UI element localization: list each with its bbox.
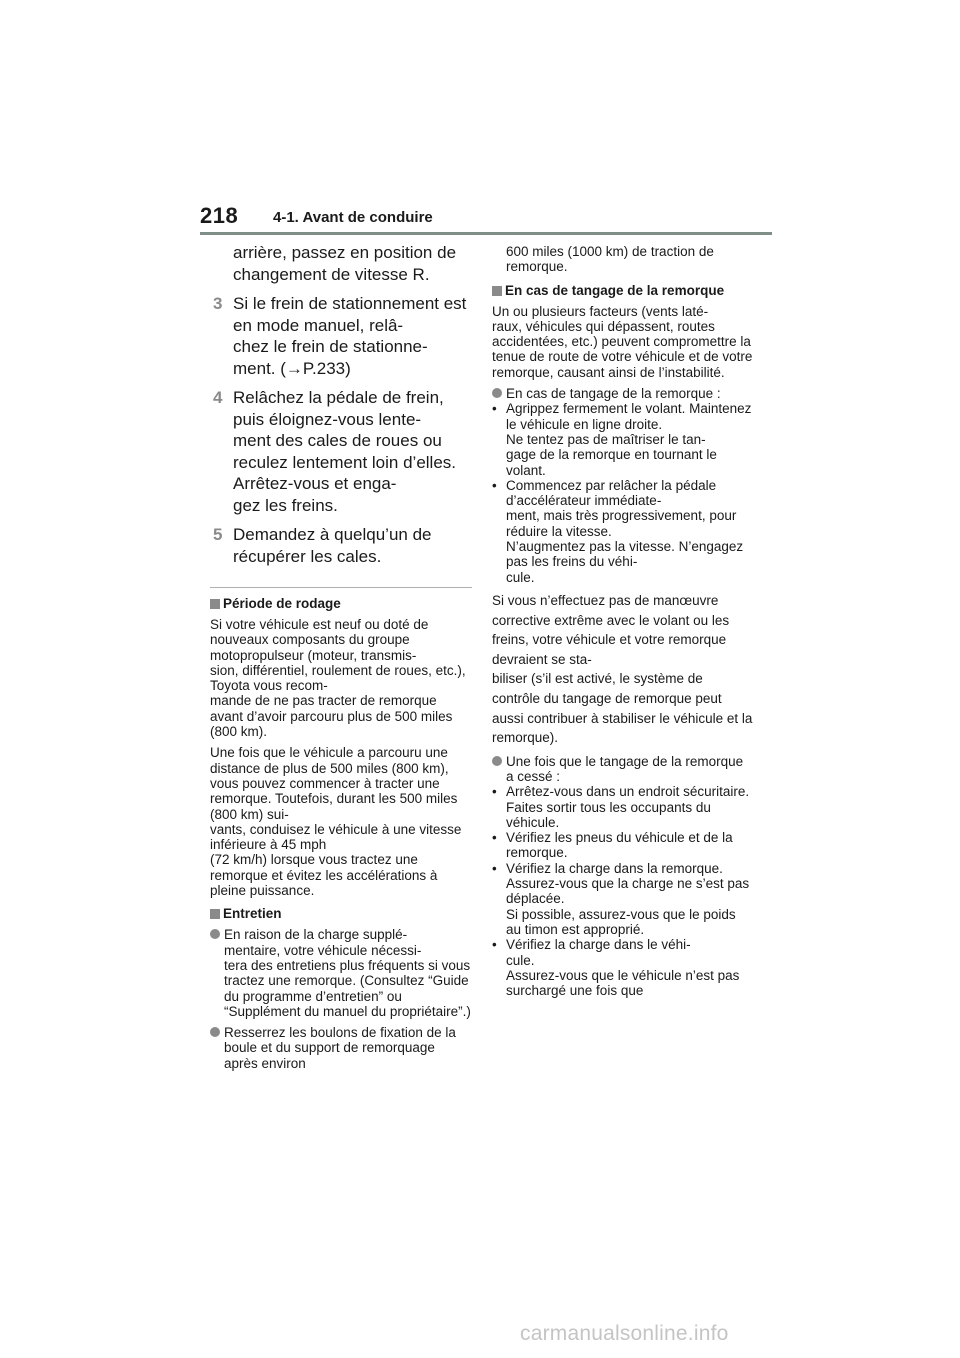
circle-bullet-icon [210, 929, 220, 939]
list-item: • Vérifiez la charge dans le véhi- cule. Assurez-vous que le véhicule n’est pas surchargé une fois que [492, 937, 740, 999]
step-3 [210, 293, 472, 379]
rodage-paragraph-1: Si votre véhicule est neuf ou doté de nouveaux composants du groupe motopropulseur (moteur, transmis- sion, différentiel, roulement de roues, etc.), Toyota vous recom- mande de ne pas tracter de remorque avant d’avoir parcouru plus de 500 miles (800 km). [210, 617, 466, 740]
square-bullet-icon [210, 599, 220, 609]
rodage-paragraph-2: Une fois que le véhicule a parcouru une distance de plus de 500 miles (800 km), vous pouvez commencer à tracter une remorque. Toutefois, durant les 500 miles (800 km) sui- vants, conduisez le véhicule à une vitesse inférieure à 45 mph (72 km/h) lorsque vous tractez une remorque et évitez les accélérations à pleine puissance. [210, 745, 462, 899]
tangage-bullet-1: En cas de tangage de la remorque : [492, 386, 754, 401]
tangage-bullet-2: Une fois que le tangage de la remorque a cessé : [492, 754, 754, 785]
watermark: carmanualsonline.info [520, 1322, 729, 1345]
entretien-bullet-1: En raison de la charge supplé- mentaire, votre véhicule nécessi- tera des entretiens plus fréquents si vous tractez une remorque. (Consultez “Guide du programme d’entretien” ou “Supplément du manuel du propriétaire”.) [210, 927, 472, 1019]
step-number: 3 [213, 294, 223, 313]
circle-bullet-icon [492, 756, 502, 766]
circle-bullet-icon [492, 388, 502, 398]
section-title: 4-1. Avant de conduire [273, 209, 433, 226]
step-text: Relâchez la pédale de frein, puis éloignez-vous lente- ment des cales de roues ou reculez lentement loin d’elles. Arrêtez-vous et enga- gez les freins. [233, 388, 457, 515]
list-item: • Vérifiez la charge dans la remorque. Assurez-vous que la charge ne s’est pas déplacée. Si possible, assurez-vous que le poids au timon est approprié. [492, 860, 750, 937]
step-number: 5 [213, 525, 223, 544]
right-column [492, 242, 754, 998]
rodage-heading: Période de rodage [210, 596, 472, 611]
tangage-paragraph: Un ou plusieurs facteurs (vents laté- raux, véhicules qui dépassent, routes accidentées, etc.) peuvent compromettre la tenue de route de votre véhicule et de votre remorque, causant ainsi de l’instabilité. [492, 303, 753, 380]
section-divider [210, 587, 472, 588]
left-column [210, 242, 472, 1071]
square-bullet-icon [210, 909, 220, 919]
corrective-paragraph: Si vous n’effectuez pas de manœuvre corrective extrême avec le volant ou les freins, votre véhicule et votre remorque devraient se sta- biliser (s’il est activé, le système de contrôle du tangage de remorque peut aussi contribuer à stabiliser le véhicule et la remorque). [492, 592, 753, 746]
entretien-bullet-2: Resserrez les boulons de fixation de la boule et du support de remorquage après environ [210, 1025, 472, 1071]
square-bullet-icon [492, 286, 502, 296]
list-item: • Commencez par relâcher la pédale d’accélérateur immédiate- ment, mais très progressivement, pour réduire la vitesse. N’augmentez pas la vitesse. N’engagez pas les freins du véhi- cule. [492, 477, 744, 585]
step-continuation: arrière, passez en position de changement de vitesse R. [233, 243, 457, 284]
tangage-heading: En cas de tangage de la remorque [492, 283, 754, 298]
step-4 [210, 387, 472, 516]
page-number: 218 [200, 203, 239, 228]
continuation-text: 600 miles (1000 km) de traction de remorque. [506, 244, 714, 275]
list-item: • Agrippez fermement le volant. Maintenez le véhicule en ligne droite. Ne tentez pas de maîtriser le tan- gage de la remorque en tournant le volant. [492, 401, 752, 478]
list-item: • Vérifiez les pneus du véhicule et de la remorque. [492, 830, 733, 861]
step-5 [210, 524, 472, 567]
entretien-heading: Entretien [210, 906, 472, 921]
circle-bullet-icon [210, 1027, 220, 1037]
list-item: • Arrêtez-vous dans un endroit sécuritaire. Faites sortir tous les occupants du véhicule. [492, 784, 750, 830]
step-text: Demandez à quelqu’un de récupérer les cales. [233, 525, 432, 566]
step-number: 4 [213, 388, 223, 407]
header-rule [200, 232, 772, 235]
step-text: Si le frein de stationnement est en mode manuel, relâ- chez le frein de stationne- ment. (→P.233) [233, 294, 467, 378]
